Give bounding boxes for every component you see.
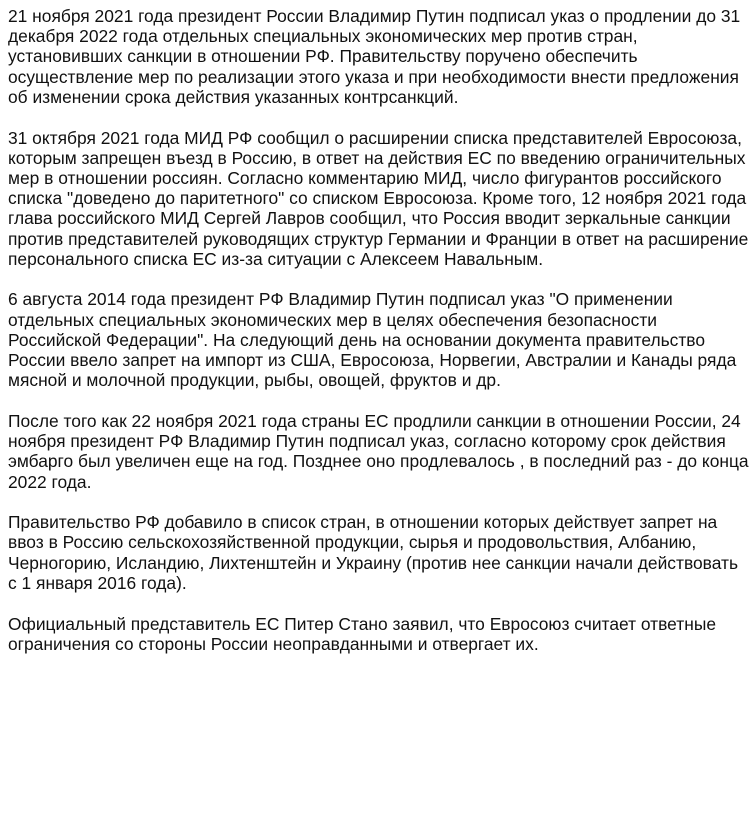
paragraph-countersanctions-extension: 21 ноября 2021 года президент России Владимир Путин подписал указ о продлении до 31 декабря 2022 года отдельных специальных экономических мер против стран, установивших санкции в отношении РФ. Правительству поручено обеспечить осуществление мер по реализации этого указа и при необходимости внести предложения об изменении срока действия указанных контрсанкций. <box>8 6 741 107</box>
paragraph-eu-response: Официальный представитель ЕС Питер Стано заявил, что Евросоюз считает ответные ограничения со стороны России неоправданными и отвергает их. <box>8 613 717 654</box>
paragraph-country-list: Правительство РФ добавило в список стран, в отношении которых действует запрет на ввоз в Россию сельскохозяйственной продукции, сырья и продовольствия, Албанию, Черногорию, Исландию, Лихтенштейн и Украину (против нее санкции начали действовать с 1 января 2016 года). <box>8 512 739 593</box>
paragraph-2014-decree: 6 августа 2014 года президент РФ Владимир Путин подписал указ "О применении отдельных специальных экономических мер в целях обеспечения безопасности Российской Федерации". На следующий день на основании документа правительство России ввело запрет на импорт из США, Евросоюза, Норвегии, Австралии и Канады ряда мясной и молочной продукции, рыбы, овощей, фруктов и др. <box>8 289 737 391</box>
paragraph-embargo-extension: После того как 22 ноября 2021 года страны ЕС продлили санкции в отношении России, 24 ноября президент РФ Владимир Путин подписал указ, согласно которому срок действия эмбарго был увеличен еще на год. Позднее оно продлевалось , в последний раз - до конца 2022 года. <box>8 410 749 492</box>
paragraph-entry-ban-list: 31 октября 2021 года МИД РФ сообщил о расширении списка представителей Евросоюза, которым запрещен въезд в Россию, в ответ на действия ЕС по введению ограничительных мер в отношении россиян. Согласно комментарию МИД, число фигурантов российского списка "доведено до паритетного" со списком Евросоюза. Кроме того, 12 ноября 2021 года глава российского МИД Сергей Лавров сообщил, что Россия вводит зеркальные санкции против представителей руководящих структур Германии и Франции в ответ на расширение персонального списка ЕС из-за ситуации с Алексеем Навальным. <box>8 127 749 269</box>
